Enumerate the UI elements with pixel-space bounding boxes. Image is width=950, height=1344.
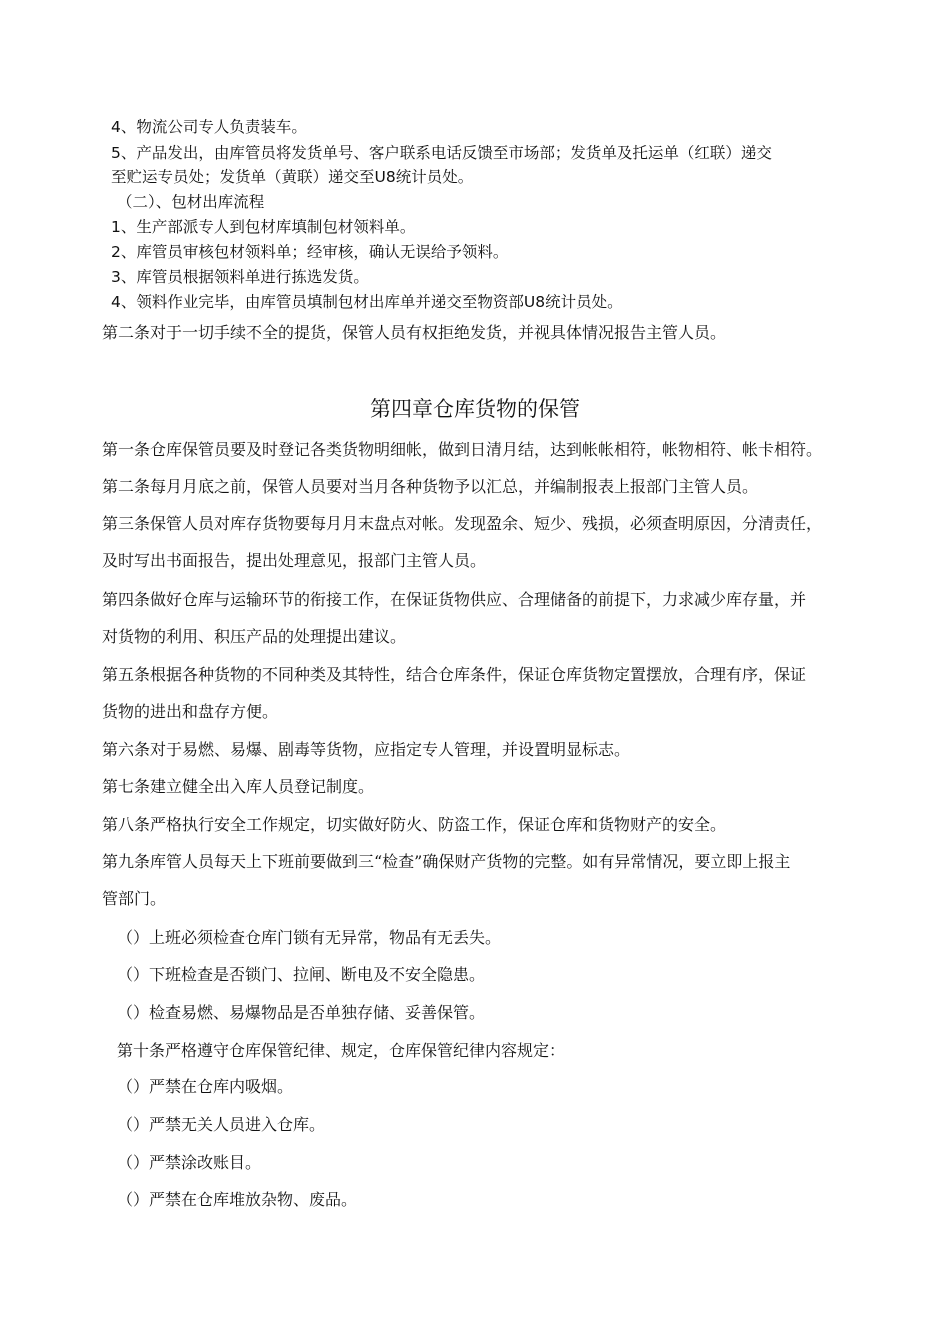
- list-item-check-3: （）检查易燃、易爆物品是否单独存储、妥善保管。: [117, 1003, 486, 1022]
- article-9-line1: 第九条库管人员每天上下班前要做到三“检查”确保财产货物的完整。如有异常情况，要立即上报主: [102, 852, 791, 871]
- chapter-title: 第四章仓库货物的保管: [370, 397, 580, 421]
- list-item-rule-2: （）严禁无关人员进入仓库。: [117, 1115, 326, 1134]
- list-item-packaging-2: 2、库管员审核包材领料单；经审核，确认无误给予领料。: [111, 243, 509, 261]
- list-item-logistics-loading: 4、物流公司专人负责装车。: [111, 118, 307, 136]
- list-item-check-2: （）下班检查是否锁门、拉闸、断电及不安全隐患。: [117, 965, 486, 984]
- section-title-packaging: （二）、包材出库流程: [117, 193, 265, 211]
- article-1: 第一条仓库保管员要及时登记各类货物明细帐，做到日清月结，达到帐帐相符，帐物相符、帐卡相符。: [102, 440, 823, 459]
- article-4-line1: 第四条做好仓库与运输环节的衔接工作，在保证货物供应、合理储备的前提下，力求减少库存量，并: [102, 590, 807, 609]
- article-5-line1: 第五条根据各种货物的不同种类及其特性，结合仓库条件，保证仓库货物定置摆放，合理有序，保证: [102, 665, 807, 684]
- list-item-shipping-line1: 5、产品发出，由库管员将发货单号、客户联系电话反馈至市场部；发货单及托运单（红联）递交: [111, 144, 772, 162]
- article-10: 第十条严格遵守仓库保管纪律、规定，仓库保管纪律内容规定：: [117, 1041, 566, 1060]
- article-7: 第七条建立健全出入库人员登记制度。: [102, 777, 375, 796]
- article-incomplete-pickup: 第二条对于一切手续不全的提货，保管人员有权拒绝发货，并视具体情况报告主管人员。: [102, 323, 727, 342]
- list-item-packaging-1: 1、生产部派专人到包材库填制包材领料单。: [111, 218, 416, 236]
- article-6: 第六条对于易燃、易爆、剧毒等货物，应指定专人管理，并设置明显标志。: [102, 740, 631, 759]
- list-item-packaging-3: 3、库管员根据领料单进行拣选发货。: [111, 268, 369, 286]
- article-4-line2: 对货物的利用、积压产品的处理提出建议。: [102, 627, 407, 646]
- article-5-line2: 货物的进出和盘存方便。: [102, 702, 279, 721]
- article-2: 第二条每月月底之前，保管人员要对当月各种货物予以汇总，并编制报表上报部门主管人员。: [102, 477, 759, 496]
- list-item-rule-4: （）严禁在仓库堆放杂物、废品。: [117, 1190, 358, 1209]
- list-item-packaging-4: 4、领料作业完毕，由库管员填制包材出库单并递交至物资部U8统计员处。: [111, 293, 623, 311]
- list-item-rule-1: （）严禁在仓库内吸烟。: [117, 1077, 294, 1096]
- list-item-check-1: （）上班必须检查仓库门锁有无异常，物品有无丢失。: [117, 928, 502, 947]
- list-item-shipping-line2: 至贮运专员处；发货单（黄联）递交至U8统计员处。: [111, 168, 474, 186]
- article-9-line2: 管部门。: [102, 889, 167, 908]
- article-8: 第八条严格执行安全工作规定，切实做好防火、防盗工作，保证仓库和货物财产的安全。: [102, 815, 727, 834]
- article-3-line2: 及时写出书面报告，提出处理意见，报部门主管人员。: [102, 551, 487, 570]
- article-3-line1: 第三条保管人员对库存货物要每月月末盘点对帐。发现盈余、短少、残损，必须查明原因，分清责任，: [102, 514, 823, 533]
- list-item-rule-3: （）严禁涂改账目。: [117, 1153, 262, 1172]
